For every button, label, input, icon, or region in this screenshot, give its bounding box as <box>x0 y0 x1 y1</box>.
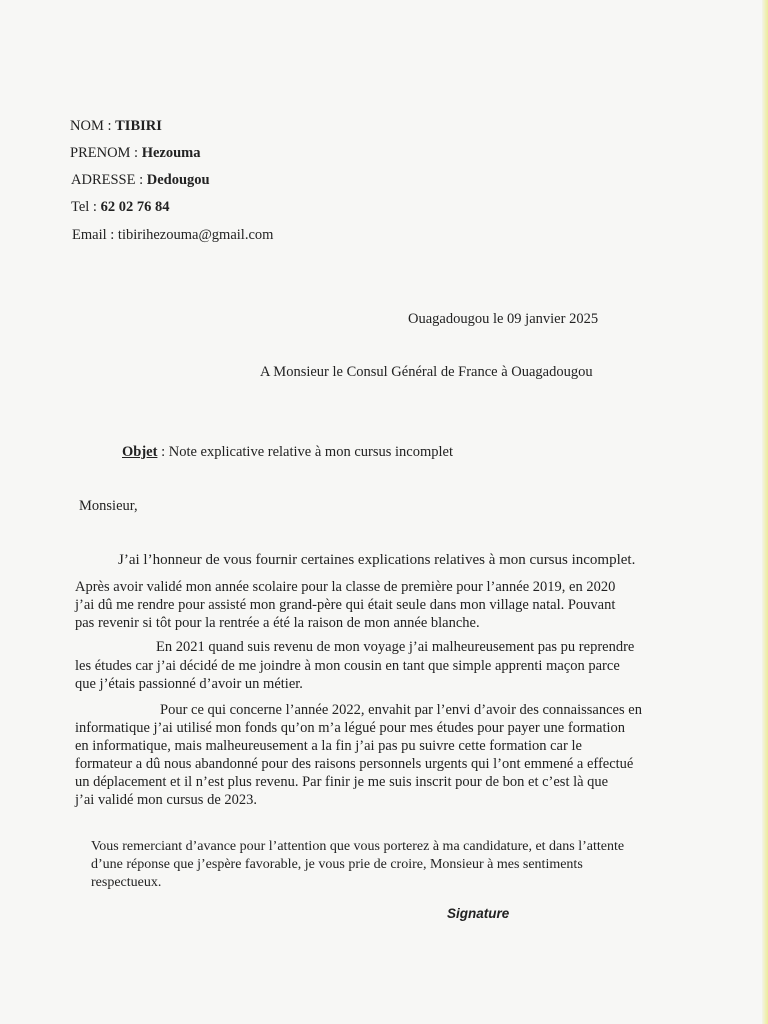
nom-value: TIBIRI <box>115 118 162 134</box>
objet-line <box>122 443 453 461</box>
paragraph-4-line-4: formateur a dû nous abandonné pour des raisons personnels urgents qui l’ont emmené a effectué <box>75 756 634 772</box>
prenom-label: PRENOM : <box>70 145 142 161</box>
recipient: A Monsieur le Consul Général de France à Ouagadougou <box>260 364 593 380</box>
tel-value: 62 02 76 84 <box>100 199 170 215</box>
paragraph-2-line-1: Après avoir validé mon année scolaire pour la classe de première pour l’année 2019, en 2020 <box>75 579 616 595</box>
nom-label: NOM : <box>70 118 116 134</box>
paragraph-5-line-3: respectueux. <box>91 875 162 890</box>
objet-text: : Note explicative relative à mon cursus incomplet <box>157 444 453 460</box>
paragraph-3-line-1: En 2021 quand suis revenu de mon voyage j’ai malheureusement pas pu reprendre <box>156 639 635 655</box>
paragraph-2-line-3: pas revenir si tôt pour la rentrée a été la raison de mon année blanche. <box>75 615 480 631</box>
paragraph-4-line-1: Pour ce qui concerne l’année 2022, envahit par l’envi d’avoir des connaissances en <box>160 702 642 718</box>
prenom-value: Hezouma <box>141 145 201 161</box>
sender-prenom <box>70 144 201 162</box>
adresse-value: Dedougou <box>146 172 210 188</box>
tel-label: Tel : <box>71 199 101 215</box>
signature-label: Signature <box>447 906 510 921</box>
email-label: Email : <box>72 227 118 243</box>
place-date: Ouagadougou le 09 janvier 2025 <box>408 311 599 327</box>
salutation: Monsieur, <box>79 498 138 514</box>
sender-adresse <box>71 171 210 189</box>
paragraph-1-line-1: J’ai l’honneur de vous fournir certaines explications relatives à mon cursus incomplet. <box>118 552 636 568</box>
paragraph-4-line-2: informatique j’ai utilisé mon fonds qu’on m’a légué pour mes études pour payer une formation <box>75 720 626 736</box>
adresse-label: ADRESSE : <box>71 172 147 188</box>
paragraph-4-line-3: en informatique, mais malheureusement a la fin j’ai pas pu suivre cette formation car le <box>75 738 582 754</box>
paragraph-2-line-2: j’ai dû me rendre pour assisté mon grand-père qui était seule dans mon village natal. Pouvant <box>75 597 616 613</box>
sender-email <box>72 226 273 244</box>
paragraph-4-line-5: un déplacement et il n’est plus revenu. Par finir je me suis inscrit pour de bon et c’est là que <box>75 774 609 790</box>
objet-label: Objet <box>122 444 158 460</box>
paragraph-4-line-6: j’ai validé mon cursus de 2023. <box>75 792 258 808</box>
paragraph-3-line-3: que j’étais passionné d’avoir un métier. <box>75 676 303 692</box>
sender-tel <box>71 198 169 216</box>
paragraph-3-line-2: les études car j’ai décidé de me joindre à mon cousin en tant que simple apprenti maçon parce <box>75 658 620 674</box>
paragraph-5-line-1: Vous remerciant d’avance pour l’attention que vous porterez à ma candidature, et dans l’attente <box>91 839 625 854</box>
paragraph-5-line-2: d’une réponse que j’espère favorable, je vous prie de croire, Monsieur à mes sentiments <box>91 857 583 872</box>
page-edge <box>762 0 768 1024</box>
email-value: tibirihezouma@gmail.com <box>117 227 274 243</box>
sender-nom <box>70 117 162 135</box>
